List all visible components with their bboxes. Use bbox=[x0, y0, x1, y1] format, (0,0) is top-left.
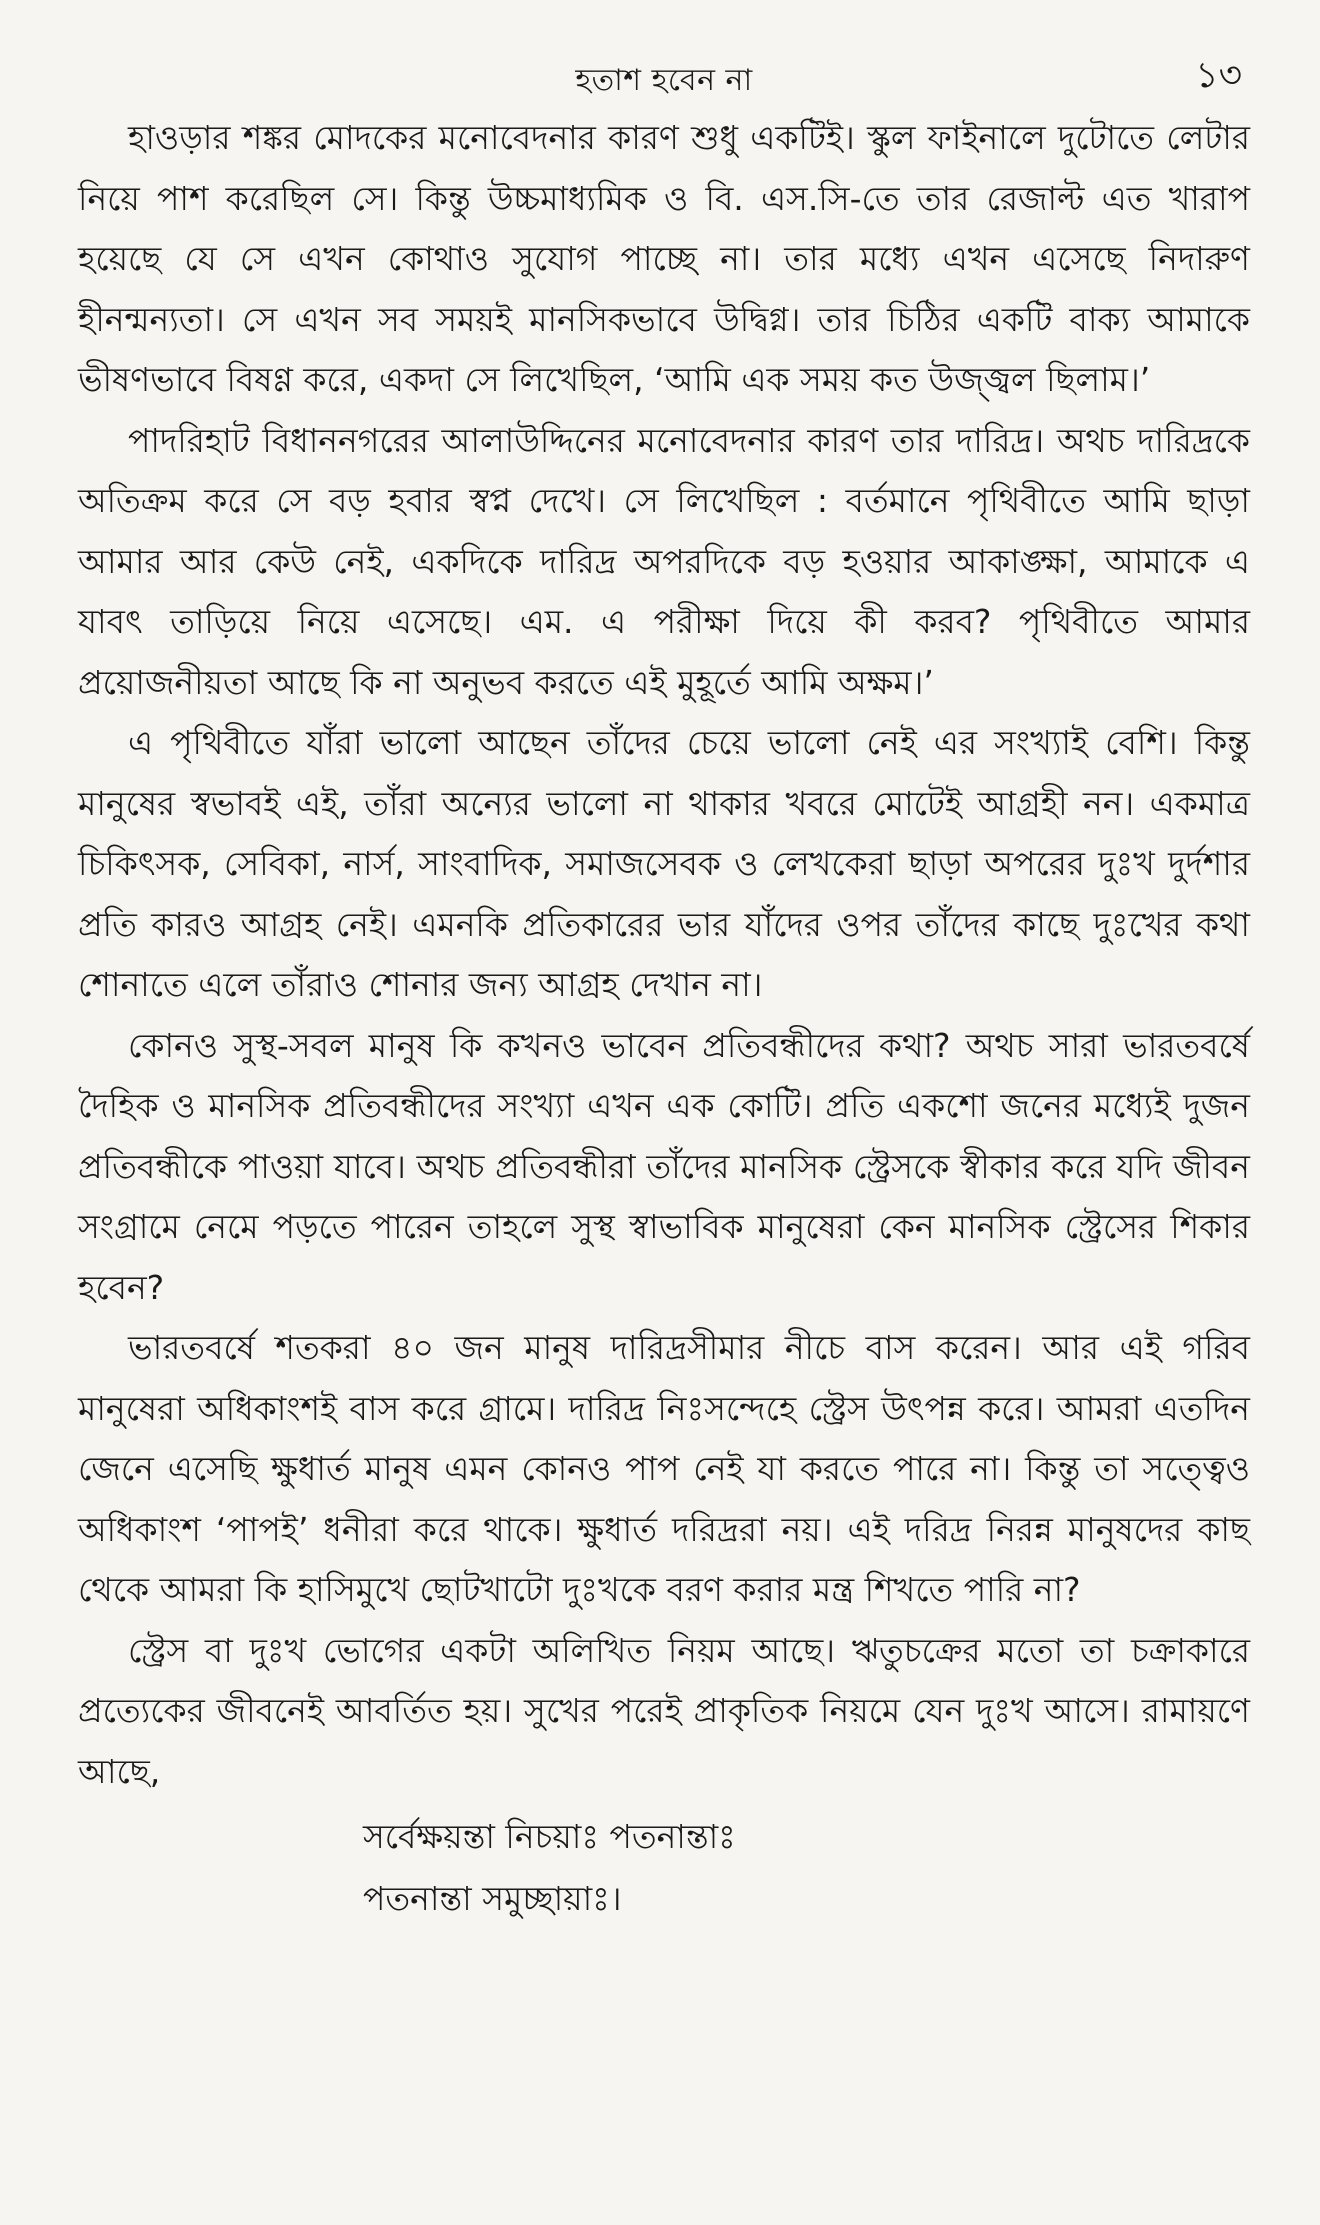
page-number: ১৩ bbox=[1195, 55, 1242, 96]
paragraph-4: কোনও সুস্থ-সবল মানুষ কি কখনও ভাবেন প্রতিবন্ধীদের কথা? অথচ সারা ভারতবর্ষে দৈহিক ও মানসিক প্রতিবন্ধীদের সংখ্যা এখন এক কোটি। প্রতি একশো জনের মধ্যেই দুজন প্রতিবন্ধীকে পাওয়া যাবে। অথচ প্রতিবন্ধীরা তাঁদের মানসিক স্ট্রেসকে স্বীকার করে যদি জীবন সংগ্রামে নেমে পড়তে পারেন তাহলে সুস্থ স্বাভাবিক মানুষেরা কেন মানসিক স্ট্রেসের শিকার হবেন? bbox=[78, 1025, 1250, 1307]
paragraph-5: ভারতবর্ষে শতকরা ৪০ জন মানুষ দারিদ্রসীমার নীচে বাস করেন। আর এই গরিব মানুষেরা অধিকাংশই বাস করে গ্রামে। দারিদ্র নিঃসন্দেহে স্ট্রেস উৎপন্ন করে। আমরা এতদিন জেনে এসেছি ক্ষুধার্ত মানুষ এমন কোনও পাপ নেই যা করতে পারে না। কিন্তু তা সত্ত্বেও অধিকাংশ ‘পাপই’ ধনীরা করে থাকে। ক্ষুধার্ত দরিদ্ররা নয়। এই দরিদ্র নিরন্ন মানুষদের কাছ থেকে আমরা কি হাসিমুখে ছোটখাটো দুঃখকে বরণ করার মন্ত্র শিখতে পারি না? bbox=[78, 1328, 1250, 1609]
paragraph-2: পাদরিহাট বিধাননগরের আলাউদ্দিনের মনোবেদনার কারণ তার দারিদ্র। অথচ দারিদ্রকে অতিক্রম করে সে বড় হবার স্বপ্ন দেখে। সে লিখেছিল : বর্তমানে পৃথিবীতে আমি ছাড়া আমার আর কেউ নেই, একদিকে দারিদ্র অপরদিকে বড় হওয়ার আকাঙ্ক্ষা, আমাকে এ যাবৎ তাড়িয়ে নিয়ে এসেছে। এম. এ পরীক্ষা দিয়ে কী করব? পৃথিবীতে আমার প্রয়োজনীয়তা আছে কি না অনুভব করতে এই মুহূর্তে আমি অক্ষম।’ bbox=[78, 420, 1250, 702]
paragraph-1: হাওড়ার শঙ্কর মোদকের মনোবেদনার কারণ শুধু একটিই। স্কুল ফাইনালে দুটোতে লেটার নিয়ে পাশ করেছিল সে। কিন্তু উচ্চমাধ্যমিক ও বি. এস.সি-তে তার রেজাল্ট এত খারাপ হয়েছে যে সে এখন কোথাও সুযোগ পাচ্ছে না। তার মধ্যে এখন এসেছে নিদারুণ হীনন্মন্যতা। সে এখন সব সময়ই মানসিকভাবে উদ্বিগ্ন। তার চিঠির একটি বাক্য আমাকে ভীষণভাবে বিষণ্ণ করে, একদা সে লিখেছিল, ‘আমি এক সময় কত উজ্জ্বল ছিলাম।’ bbox=[78, 118, 1250, 399]
running-head bbox=[78, 38, 1250, 108]
running-title: হতাশ হবেন না bbox=[575, 63, 753, 98]
body-text bbox=[78, 108, 1250, 1802]
verse-line-2: পতনান্তা সমুচ্ছায়াঃ। bbox=[363, 1879, 622, 1918]
verse-line-1: সর্বেক্ষয়ন্তা নিচয়াঃ পতনান্তাঃ bbox=[363, 1817, 736, 1856]
paragraph-6: স্ট্রেস বা দুঃখ ভোগের একটা অলিখিত নিয়ম আছে। ঋতুচক্রের মতো তা চক্রাকারে প্রত্যেকের জীবনেই আবর্তিত হয়। সুখের পরেই প্রাকৃতিক নিয়মে যেন দুঃখ আসে। রামায়ণে আছে, bbox=[78, 1630, 1250, 1791]
paragraph-3: এ পৃথিবীতে যাঁরা ভালো আছেন তাঁদের চেয়ে ভালো নেই এর সংখ্যাই বেশি। কিন্তু মানুষের স্বভাবই এই, তাঁরা অন্যের ভালো না থাকার খবরে মোটেই আগ্রহী নন। একমাত্র চিকিৎসক, সেবিকা, নার্স, সাংবাদিক, সমাজসেবক ও লেখকেরা ছাড়া অপরের দুঃখ দুর্দশার প্রতি কারও আগ্রহ নেই। এমনকি প্রতিকারের ভার যাঁদের ওপর তাঁদের কাছে দুঃখের কথা শোনাতে এলে তাঁরাও শোনার জন্য আগ্রহ দেখান না। bbox=[78, 723, 1250, 1004]
sanskrit-verse bbox=[78, 1806, 1250, 1930]
